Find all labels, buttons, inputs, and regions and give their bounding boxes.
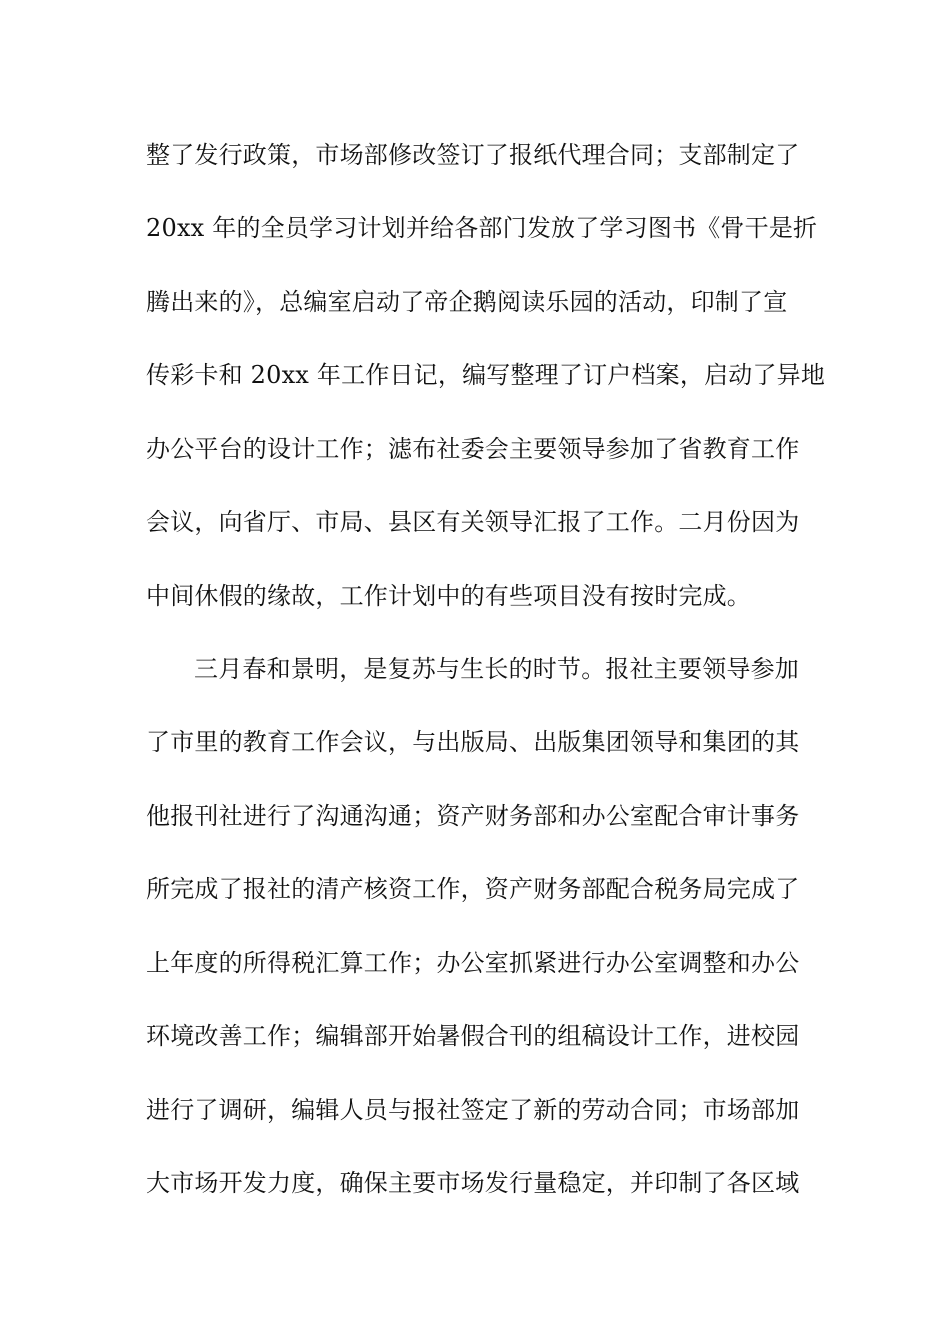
text-line: 他报刊社进行了沟通沟通；资产财务部和办公室配合审计事务 [146, 802, 800, 830]
text-line: 办公平台的设计工作；滤布社委会主要领导参加了省教育工作 [146, 435, 800, 463]
text-line: 20xx 年的全员学习计划并给各部门发放了学习图书《骨干是折 [146, 214, 818, 242]
text-line: 传彩卡和 20xx 年工作日记，编写整理了订户档案，启动了异地 [146, 361, 826, 389]
text-line: 了市里的教育工作会议，与出版局、出版集团领导和集团的其 [146, 728, 800, 756]
paragraph-first-line: 三月春和景明，是复苏与生长的时节。报社主要领导参加 [194, 655, 799, 683]
text-line: 上年度的所得税汇算工作；办公室抓紧进行办公室调整和办公 [146, 949, 800, 977]
text-line: 腾出来的》，总编室启动了帝企鹅阅读乐园的活动，印制了宣 [146, 288, 788, 316]
text-line: 环境改善工作；编辑部开始暑假合刊的组稿设计工作，进校园 [146, 1022, 800, 1050]
text-line: 进行了调研，编辑人员与报社签定了新的劳动合同；市场部加 [146, 1096, 800, 1124]
text-line: 大市场开发力度，确保主要市场发行量稳定，并印制了各区域 [146, 1169, 800, 1197]
text-line: 所完成了报社的清产核资工作，资产财务部配合税务局完成了 [146, 875, 800, 903]
text-line: 中间休假的缘故，工作计划中的有些项目没有按时完成。 [146, 582, 751, 610]
text-line: 整了发行政策，市场部修改签订了报纸代理合同；支部制定了 [146, 141, 800, 169]
text-line: 会议，向省厅、市局、县区有关领导汇报了工作。二月份因为 [146, 508, 800, 536]
